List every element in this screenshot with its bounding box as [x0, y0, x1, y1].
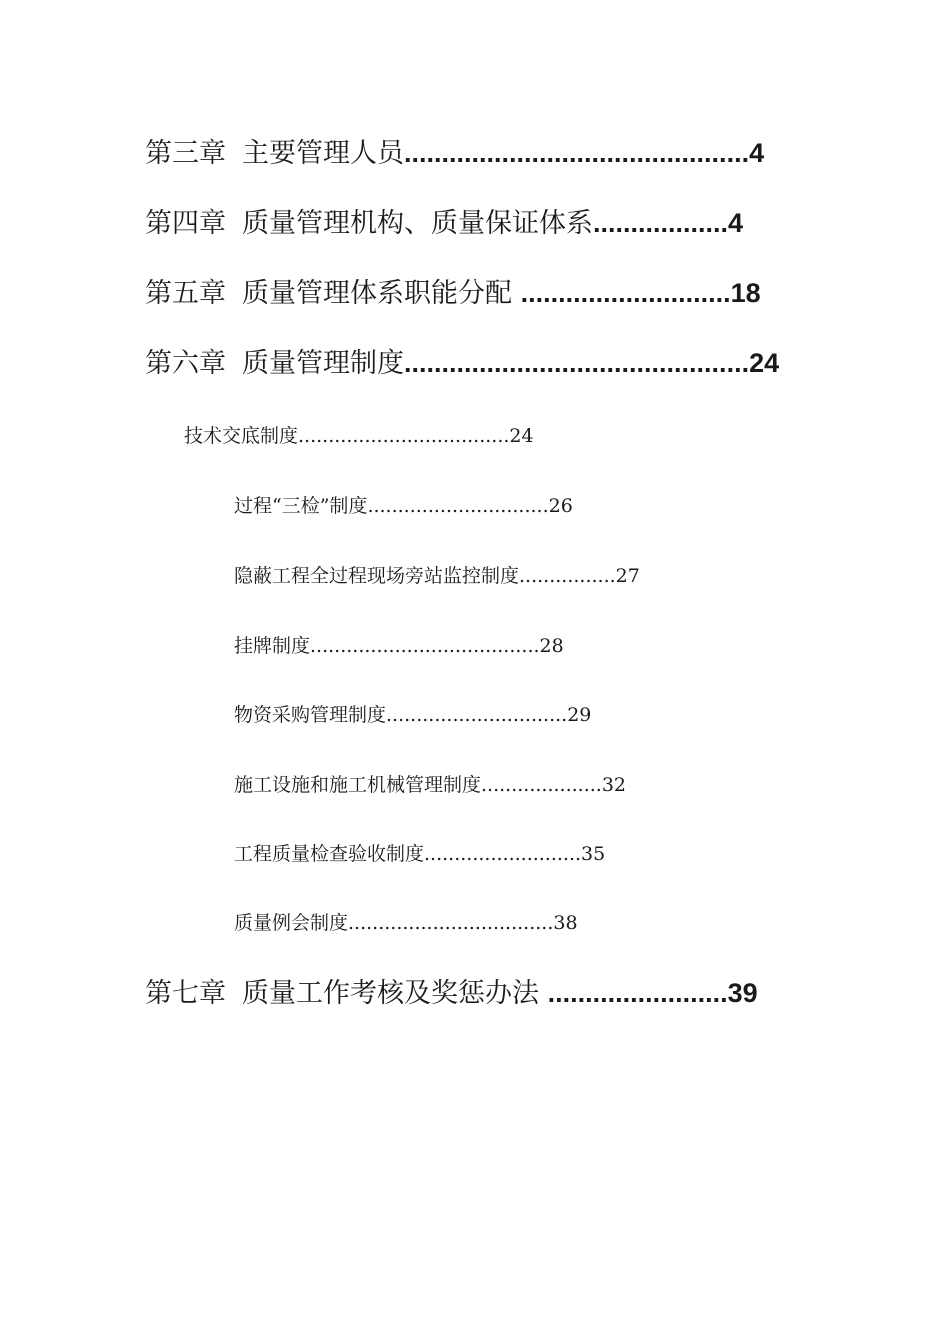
chapter-number: 第三章	[145, 138, 226, 169]
dot-leader: ..................................	[348, 912, 554, 934]
section-title: 隐蔽工程全过程现场旁站监控制度	[234, 565, 520, 587]
page-number: 4	[728, 208, 744, 238]
dot-leader: ..............................	[367, 495, 549, 517]
section-title: 工程质量检查验收制度	[234, 843, 425, 865]
section-title: 挂牌制度	[234, 635, 311, 657]
section-title: 过程“三检”制度	[234, 495, 368, 517]
dot-leader: ............................	[520, 278, 731, 308]
dot-leader: ........................	[547, 978, 728, 1008]
section-title: 质量例会制度	[234, 912, 349, 934]
dot-leader: ................	[519, 565, 616, 587]
section-title: 施工设施和施工机械管理制度	[234, 774, 482, 796]
page-number: 24	[749, 348, 780, 378]
dot-leader: ....................	[481, 774, 602, 796]
page-number: 18	[730, 278, 761, 308]
toc-entry-section[interactable]	[234, 493, 573, 519]
toc-entry-section[interactable]	[184, 423, 534, 449]
toc-entry-chapter-7[interactable]	[145, 976, 758, 1011]
dot-leader: ..............................................	[404, 138, 750, 168]
chapter-number: 第四章	[145, 208, 226, 239]
dot-leader: ..............................	[386, 704, 568, 726]
toc-entry-chapter-6[interactable]	[145, 346, 779, 381]
dot-leader: ..........................	[424, 843, 582, 865]
page-number: 27	[615, 565, 640, 587]
toc-entry-chapter-3[interactable]	[145, 136, 764, 171]
toc-entry-chapter-4[interactable]	[145, 206, 743, 241]
toc-entry-section[interactable]	[234, 841, 605, 867]
page-number: 26	[548, 495, 573, 517]
dot-leader: ......................................	[310, 635, 540, 657]
dot-leader: ...................................	[298, 425, 510, 447]
page-number: 35	[581, 843, 606, 865]
chapter-number: 第五章	[145, 278, 226, 309]
page-number: 29	[567, 704, 592, 726]
section-title: 物资采购管理制度	[234, 704, 387, 726]
chapter-title: 主要管理人员	[242, 138, 404, 169]
dot-leader: ..............................................	[404, 348, 750, 378]
toc-entry-section[interactable]	[234, 633, 564, 659]
dot-leader: ..................	[593, 208, 729, 238]
page-number: 24	[509, 425, 534, 447]
page-number: 38	[553, 912, 578, 934]
toc-entry-chapter-5[interactable]	[145, 276, 761, 311]
chapter-title: 质量工作考核及奖惩办法	[242, 978, 548, 1009]
page-number: 39	[727, 978, 758, 1008]
chapter-number: 第七章	[145, 978, 226, 1009]
toc-entry-section[interactable]	[234, 772, 626, 798]
chapter-title: 质量管理体系职能分配	[242, 278, 521, 309]
page-number: 32	[601, 774, 626, 796]
chapter-title: 质量管理机构、质量保证体系	[242, 208, 593, 239]
section-title: 技术交底制度	[184, 425, 299, 447]
page-number: 4	[749, 138, 765, 168]
toc-entry-section[interactable]	[234, 910, 578, 936]
chapter-title: 质量管理制度	[242, 348, 404, 379]
chapter-number: 第六章	[145, 348, 226, 379]
toc-entry-section[interactable]	[234, 702, 591, 728]
page-number: 28	[539, 635, 564, 657]
toc-entry-section[interactable]	[234, 563, 640, 589]
